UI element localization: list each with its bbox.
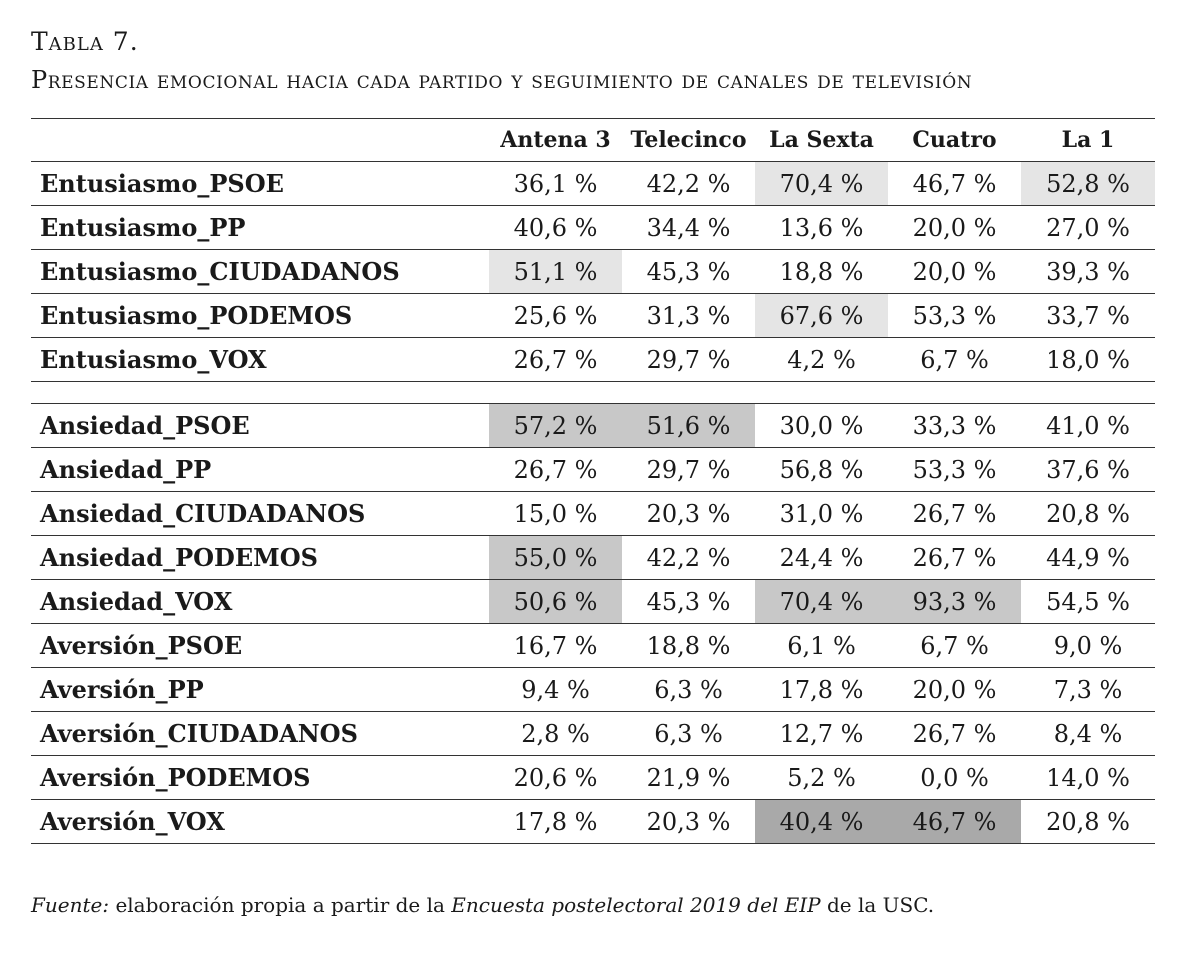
column-header: Cuatro	[888, 119, 1021, 162]
group-spacer-row	[31, 382, 1155, 404]
table-cell: 6,1 %	[755, 624, 888, 668]
table-cell: 20,3 %	[622, 800, 755, 844]
table-cell: 5,2 %	[755, 756, 888, 800]
table-cell: 20,3 %	[622, 492, 755, 536]
table-cell: 26,7 %	[888, 712, 1021, 756]
table-cell: 17,8 %	[489, 800, 622, 844]
table-cell: 6,7 %	[888, 624, 1021, 668]
table-cell: 20,0 %	[888, 250, 1021, 294]
table-cell: 9,4 %	[489, 668, 622, 712]
table-row	[31, 162, 1155, 206]
column-header: La Sexta	[755, 119, 888, 162]
table-cell: 44,9 %	[1021, 536, 1155, 580]
table-cell: 41,0 %	[1021, 404, 1155, 448]
table-row	[31, 756, 1155, 800]
table-cell: 20,8 %	[1021, 800, 1155, 844]
table-row	[31, 206, 1155, 250]
row-label: Aversión_CIUDADANOS	[31, 712, 489, 756]
table-cell: 46,7 %	[888, 162, 1021, 206]
table-row	[31, 668, 1155, 712]
source-text: elaboración propia a partir de la	[109, 893, 452, 917]
table-cell: 6,7 %	[888, 338, 1021, 382]
column-header: Antena 3	[489, 119, 622, 162]
table-cell: 29,7 %	[622, 448, 755, 492]
table-cell: 46,7 %	[888, 800, 1021, 844]
row-label: Entusiasmo_CIUDADANOS	[31, 250, 489, 294]
table-cell: 20,6 %	[489, 756, 622, 800]
row-label: Entusiasmo_PP	[31, 206, 489, 250]
table-cell: 18,8 %	[622, 624, 755, 668]
table-cell: 57,2 %	[489, 404, 622, 448]
column-header: Telecinco	[622, 119, 755, 162]
table-cell: 17,8 %	[755, 668, 888, 712]
table-row	[31, 580, 1155, 624]
table-cell: 27,0 %	[1021, 206, 1155, 250]
row-label: Aversión_PODEMOS	[31, 756, 489, 800]
table-row	[31, 492, 1155, 536]
table-cell: 0,0 %	[888, 756, 1021, 800]
header-corner	[31, 119, 489, 162]
table-cell: 16,7 %	[489, 624, 622, 668]
table-cell: 26,7 %	[888, 492, 1021, 536]
table-number: Tabla 7.	[31, 27, 139, 56]
table-cell: 20,0 %	[888, 668, 1021, 712]
source-note	[31, 893, 934, 917]
table-cell: 93,3 %	[888, 580, 1021, 624]
table-row	[31, 536, 1155, 580]
table-cell: 15,0 %	[489, 492, 622, 536]
table-cell: 24,4 %	[755, 536, 888, 580]
row-label: Aversión_PP	[31, 668, 489, 712]
table-cell: 53,3 %	[888, 294, 1021, 338]
table-cell: 13,6 %	[755, 206, 888, 250]
data-table	[31, 118, 1155, 844]
table-cell: 18,8 %	[755, 250, 888, 294]
table-cell: 56,8 %	[755, 448, 888, 492]
table-cell: 12,7 %	[755, 712, 888, 756]
table-cell: 14,0 %	[1021, 756, 1155, 800]
table-cell: 31,0 %	[755, 492, 888, 536]
row-label: Ansiedad_VOX	[31, 580, 489, 624]
table-cell: 37,6 %	[1021, 448, 1155, 492]
table-cell: 26,7 %	[489, 448, 622, 492]
table-cell: 4,2 %	[755, 338, 888, 382]
table-cell: 36,1 %	[489, 162, 622, 206]
table-cell: 6,3 %	[622, 668, 755, 712]
table-row	[31, 624, 1155, 668]
table-cell: 18,0 %	[1021, 338, 1155, 382]
table-cell: 34,4 %	[622, 206, 755, 250]
table-cell: 33,3 %	[888, 404, 1021, 448]
table-row	[31, 294, 1155, 338]
row-label: Aversión_PSOE	[31, 624, 489, 668]
table-row	[31, 404, 1155, 448]
table-cell: 2,8 %	[489, 712, 622, 756]
table-row	[31, 712, 1155, 756]
row-label: Ansiedad_CIUDADANOS	[31, 492, 489, 536]
table-row	[31, 448, 1155, 492]
table-cell: 39,3 %	[1021, 250, 1155, 294]
table-cell: 20,8 %	[1021, 492, 1155, 536]
row-label: Ansiedad_PODEMOS	[31, 536, 489, 580]
table-cell: 21,9 %	[622, 756, 755, 800]
table-title: Presencia emocional hacia cada partido y seguimiento de canales de televisión	[31, 66, 973, 94]
source-text-end: de la USC.	[820, 893, 935, 917]
table-cell: 26,7 %	[888, 536, 1021, 580]
table-cell: 54,5 %	[1021, 580, 1155, 624]
table-cell: 29,7 %	[622, 338, 755, 382]
table-cell: 45,3 %	[622, 250, 755, 294]
row-label: Ansiedad_PSOE	[31, 404, 489, 448]
spacer-cell	[31, 382, 1155, 404]
table-cell: 42,2 %	[622, 536, 755, 580]
row-label: Ansiedad_PP	[31, 448, 489, 492]
table-cell: 70,4 %	[755, 580, 888, 624]
table-cell: 7,3 %	[1021, 668, 1155, 712]
table-cell: 20,0 %	[888, 206, 1021, 250]
table-cell: 9,0 %	[1021, 624, 1155, 668]
table-row	[31, 800, 1155, 844]
table-cell: 52,8 %	[1021, 162, 1155, 206]
table-cell: 8,4 %	[1021, 712, 1155, 756]
row-label: Entusiasmo_PSOE	[31, 162, 489, 206]
table-cell: 50,6 %	[489, 580, 622, 624]
row-label: Entusiasmo_PODEMOS	[31, 294, 489, 338]
table-cell: 33,7 %	[1021, 294, 1155, 338]
table-cell: 55,0 %	[489, 536, 622, 580]
table-cell: 70,4 %	[755, 162, 888, 206]
table-cell: 31,3 %	[622, 294, 755, 338]
table-cell: 42,2 %	[622, 162, 755, 206]
column-header: La 1	[1021, 119, 1155, 162]
row-label: Entusiasmo_VOX	[31, 338, 489, 382]
header-row	[31, 119, 1155, 162]
survey-name: Encuesta postelectoral 2019 del EIP	[451, 893, 821, 917]
table-cell: 45,3 %	[622, 580, 755, 624]
table-cell: 53,3 %	[888, 448, 1021, 492]
table-cell: 51,6 %	[622, 404, 755, 448]
table-cell: 25,6 %	[489, 294, 622, 338]
table-cell: 30,0 %	[755, 404, 888, 448]
table-cell: 40,4 %	[755, 800, 888, 844]
row-label: Aversión_VOX	[31, 800, 489, 844]
table-row	[31, 250, 1155, 294]
table-row	[31, 338, 1155, 382]
table-cell: 40,6 %	[489, 206, 622, 250]
table-cell: 67,6 %	[755, 294, 888, 338]
table-cell: 6,3 %	[622, 712, 755, 756]
table-cell: 51,1 %	[489, 250, 622, 294]
table-cell: 26,7 %	[489, 338, 622, 382]
source-label: Fuente:	[31, 893, 110, 917]
